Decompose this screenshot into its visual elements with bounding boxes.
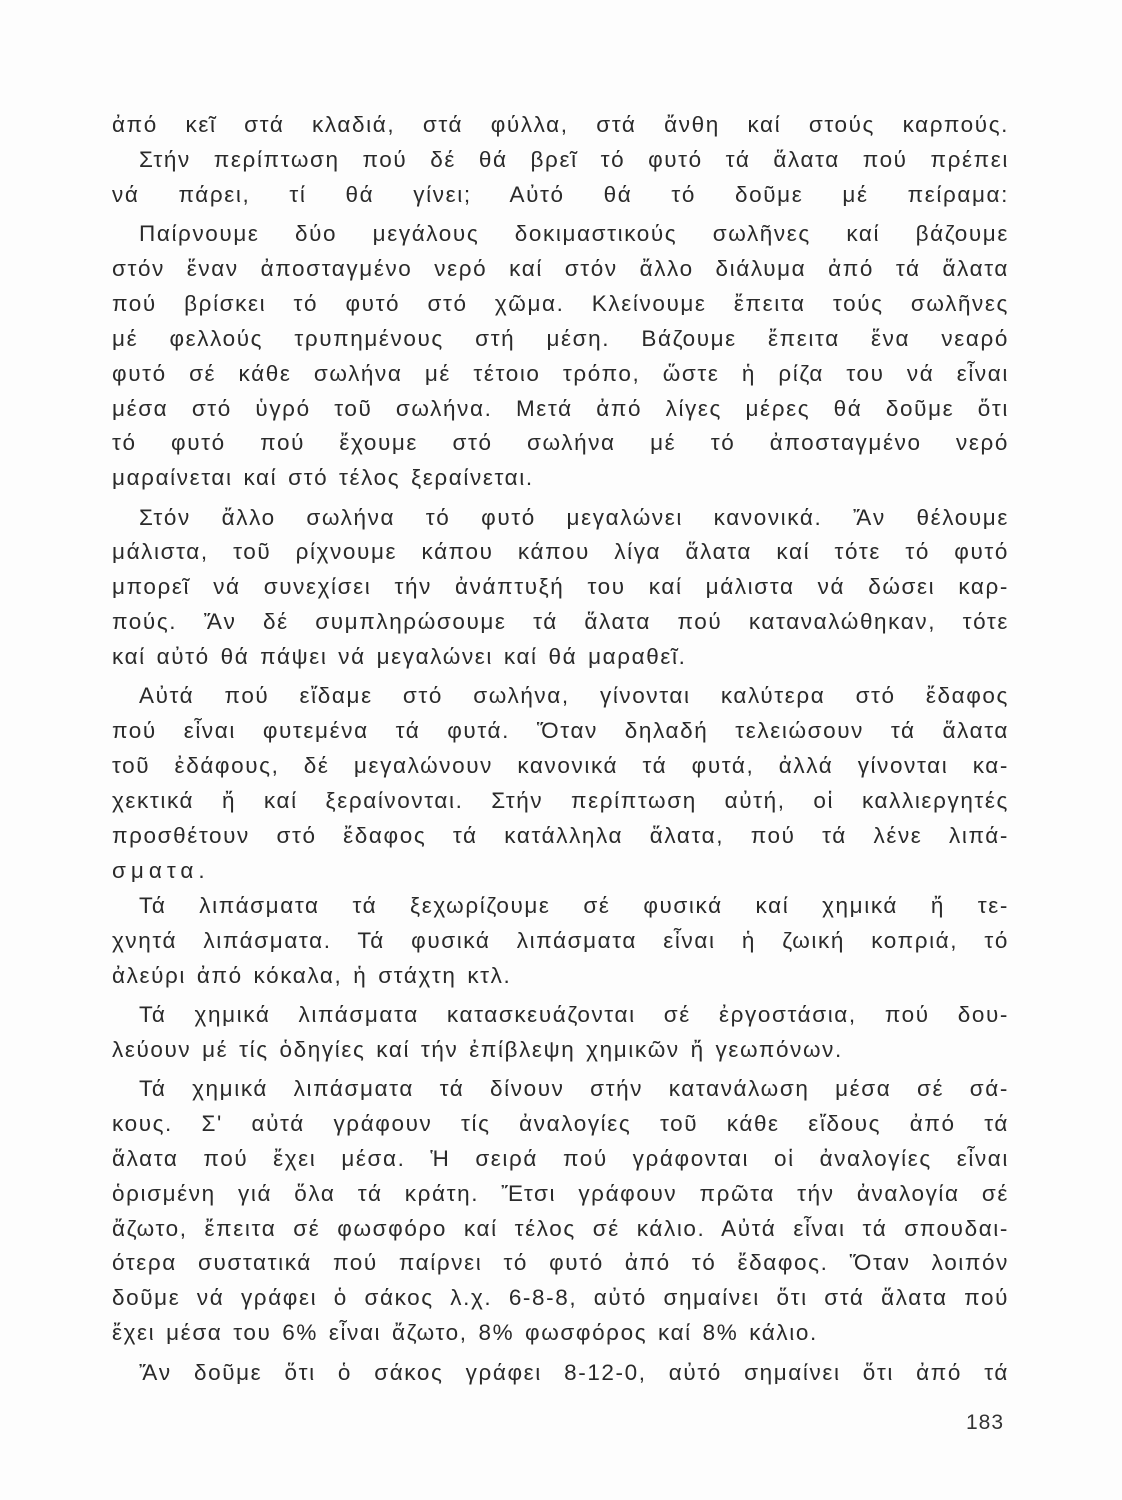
text-line: Τά χημικά λιπάσματα κατασκευάζονται σέ ἐργοστάσια, πού δου- — [139, 1001, 1009, 1027]
text-line: ἀπό κεῖ στά κλαδιά, στά φύλλα, στά ἄνθη καί στούς καρπούς. — [112, 112, 1009, 137]
paragraph — [112, 217, 1009, 496]
text-line: ἔχει μέσα του 6% εἶναι ἄζωτο, 8% φωσφόρος καί 8% κάλιο. — [112, 1320, 818, 1346]
paragraph — [112, 108, 1009, 143]
text-line: νά πάρει, τί θά γίνει; Αὐτό θά τό δοῦμε μέ πείραμα: — [112, 181, 1009, 207]
paragraph — [112, 679, 1009, 888]
text-line: Παίρνουμε δύο μεγάλους δοκιμαστικούς σωλῆνες καί βάζουμε — [139, 221, 1009, 247]
text-line: ότερα συστατικά πού παίρνει τό φυτό ἀπό τό ἔδαφος. Ὅταν λοιπόν — [112, 1250, 1009, 1276]
text-line: λεύουν μέ τίς ὁδηγίες καί τήν ἐπίβλεψη χημικῶν ἤ γεωπόνων. — [112, 1036, 843, 1062]
text-line: πού εἶναι φυτεμένα τά φυτά. Ὅταν δηλαδή τελειώσουν τά ἅλατα — [112, 718, 1009, 744]
text-line: μαραίνεται καί στό τέλος ξεραίνεται. — [112, 465, 534, 491]
text-line: χνητά λιπάσματα. Τά φυσικά λιπάσματα εἶναι ἡ ζωική κοπριά, τό — [112, 927, 1009, 953]
text-line: πούς. Ἄν δέ συμπληρώσουμε τά ἅλατα πού καταναλώθηκαν, τότε — [112, 609, 1009, 635]
page-number: 183 — [966, 1411, 1005, 1434]
text-line: μάλιστα, τοῦ ρίχνουμε κάπου κάπου λίγα ἅλατα καί τότε τό φυτό — [112, 539, 1009, 565]
text-line: κους. Σ' αὐτά γράφουν τίς ἀναλογίες τοῦ κάθε εἴδους ἀπό τά — [112, 1110, 1009, 1136]
text-line: μπορεῖ νά συνεχίσει τήν ἀνάπτυξή του καί μάλιστα νά δώσει καρ- — [112, 574, 1009, 600]
text-line: στόν ἕναν ἀποσταγμένο νερό καί στόν ἄλλο διάλυμα ἀπό τά ἅλατα — [112, 255, 1009, 281]
text-line: καί αὐτό θά πάψει νά μεγαλώνει καί θά μαραθεῖ. — [112, 644, 687, 670]
paragraph — [112, 1356, 1009, 1391]
paragraph — [112, 1072, 1009, 1351]
paragraph — [112, 889, 1009, 994]
paragraph — [112, 143, 1009, 213]
text-line: δοῦμε νά γράφει ὁ σάκος λ.χ. 6-8-8, αὐτό σημαίνει ὅτι στά ἅλατα πού — [112, 1285, 1009, 1311]
text-line: Τά χημικά λιπάσματα τά δίνουν στήν κατανάλωση μέσα σέ σά- — [139, 1076, 1009, 1101]
text-line: ἀλεύρι ἀπό κόκαλα, ἡ στάχτη κτλ. — [112, 962, 512, 988]
text-line: φυτό σέ κάθε σωλήνα μέ τέτοιο τρόπο, ὥστε ἡ ρίζα του νά εἶναι — [112, 360, 1009, 386]
text-line: μέ φελλούς τρυπημένους στή μέση. Βάζουμε ἔπειτα ἕνα νεαρό — [112, 325, 1009, 351]
text-line: Αὐτά πού εἴδαμε στό σωλήνα, γίνονται καλύτερα στό ἔδαφος — [139, 683, 1009, 709]
text-line: πού βρίσκει τό φυτό στό χῶμα. Κλείνουμε ἔπειτα τούς σωλῆνες — [112, 290, 1009, 316]
text-line: Στόν ἄλλο σωλήνα τό φυτό μεγαλώνει κανονικά. Ἄν θέλουμε — [139, 504, 1009, 530]
text-line: χεκτικά ἤ καί ξεραίνονται. Στήν περίπτωση αὐτή, οἱ καλλιεργητές — [112, 788, 1009, 814]
text-line: ἄζωτο, ἔπειτα σέ φωσφόρο καί τέλος σέ κάλιο. Αὐτά εἶναι τά σπουδαι- — [112, 1215, 1009, 1241]
page-body — [112, 108, 1009, 1390]
text-line: σματα. — [112, 857, 210, 883]
text-line: Ἄν δοῦμε ὅτι ὁ σάκος γράφει 8-12-0, αὐτό σημαίνει ὅτι ἀπό τά — [139, 1359, 1009, 1385]
text-line: Τά λιπάσματα τά ξεχωρίζουμε σέ φυσικά καί χημικά ἤ τε- — [139, 892, 1009, 918]
text-line: τοῦ ἐδάφους, δέ μεγαλώνουν κανονικά τά φυτά, ἀλλά γίνονται κα- — [112, 753, 1009, 779]
paragraph — [112, 501, 1009, 675]
text-line: ἅλατα πού ἔχει μέσα. Ἡ σειρά πού γράφονται οἱ ἀναλογίες εἶναι — [112, 1145, 1009, 1171]
text-line: ὁρισμένη γιά ὅλα τά κράτη. Ἔτσι γράφουν πρῶτα τήν ἀναλογία σέ — [112, 1180, 1009, 1206]
text-line: Στήν περίπτωση πού δέ θά βρεῖ τό φυτό τά ἅλατα πού πρέπει — [139, 146, 1009, 172]
text-line: τό φυτό πού ἔχουμε στό σωλήνα μέ τό ἀποσταγμένο νερό — [112, 430, 1009, 456]
text-line: μέσα στό ὑγρό τοῦ σωλήνα. Μετά ἀπό λίγες μέρες θά δοῦμε ὅτι — [112, 395, 1009, 421]
text-line: προσθέτουν στό ἔδαφος τά κατάλληλα ἅλατα, πού τά λένε λιπά- — [112, 822, 1009, 848]
paragraph — [112, 998, 1009, 1068]
